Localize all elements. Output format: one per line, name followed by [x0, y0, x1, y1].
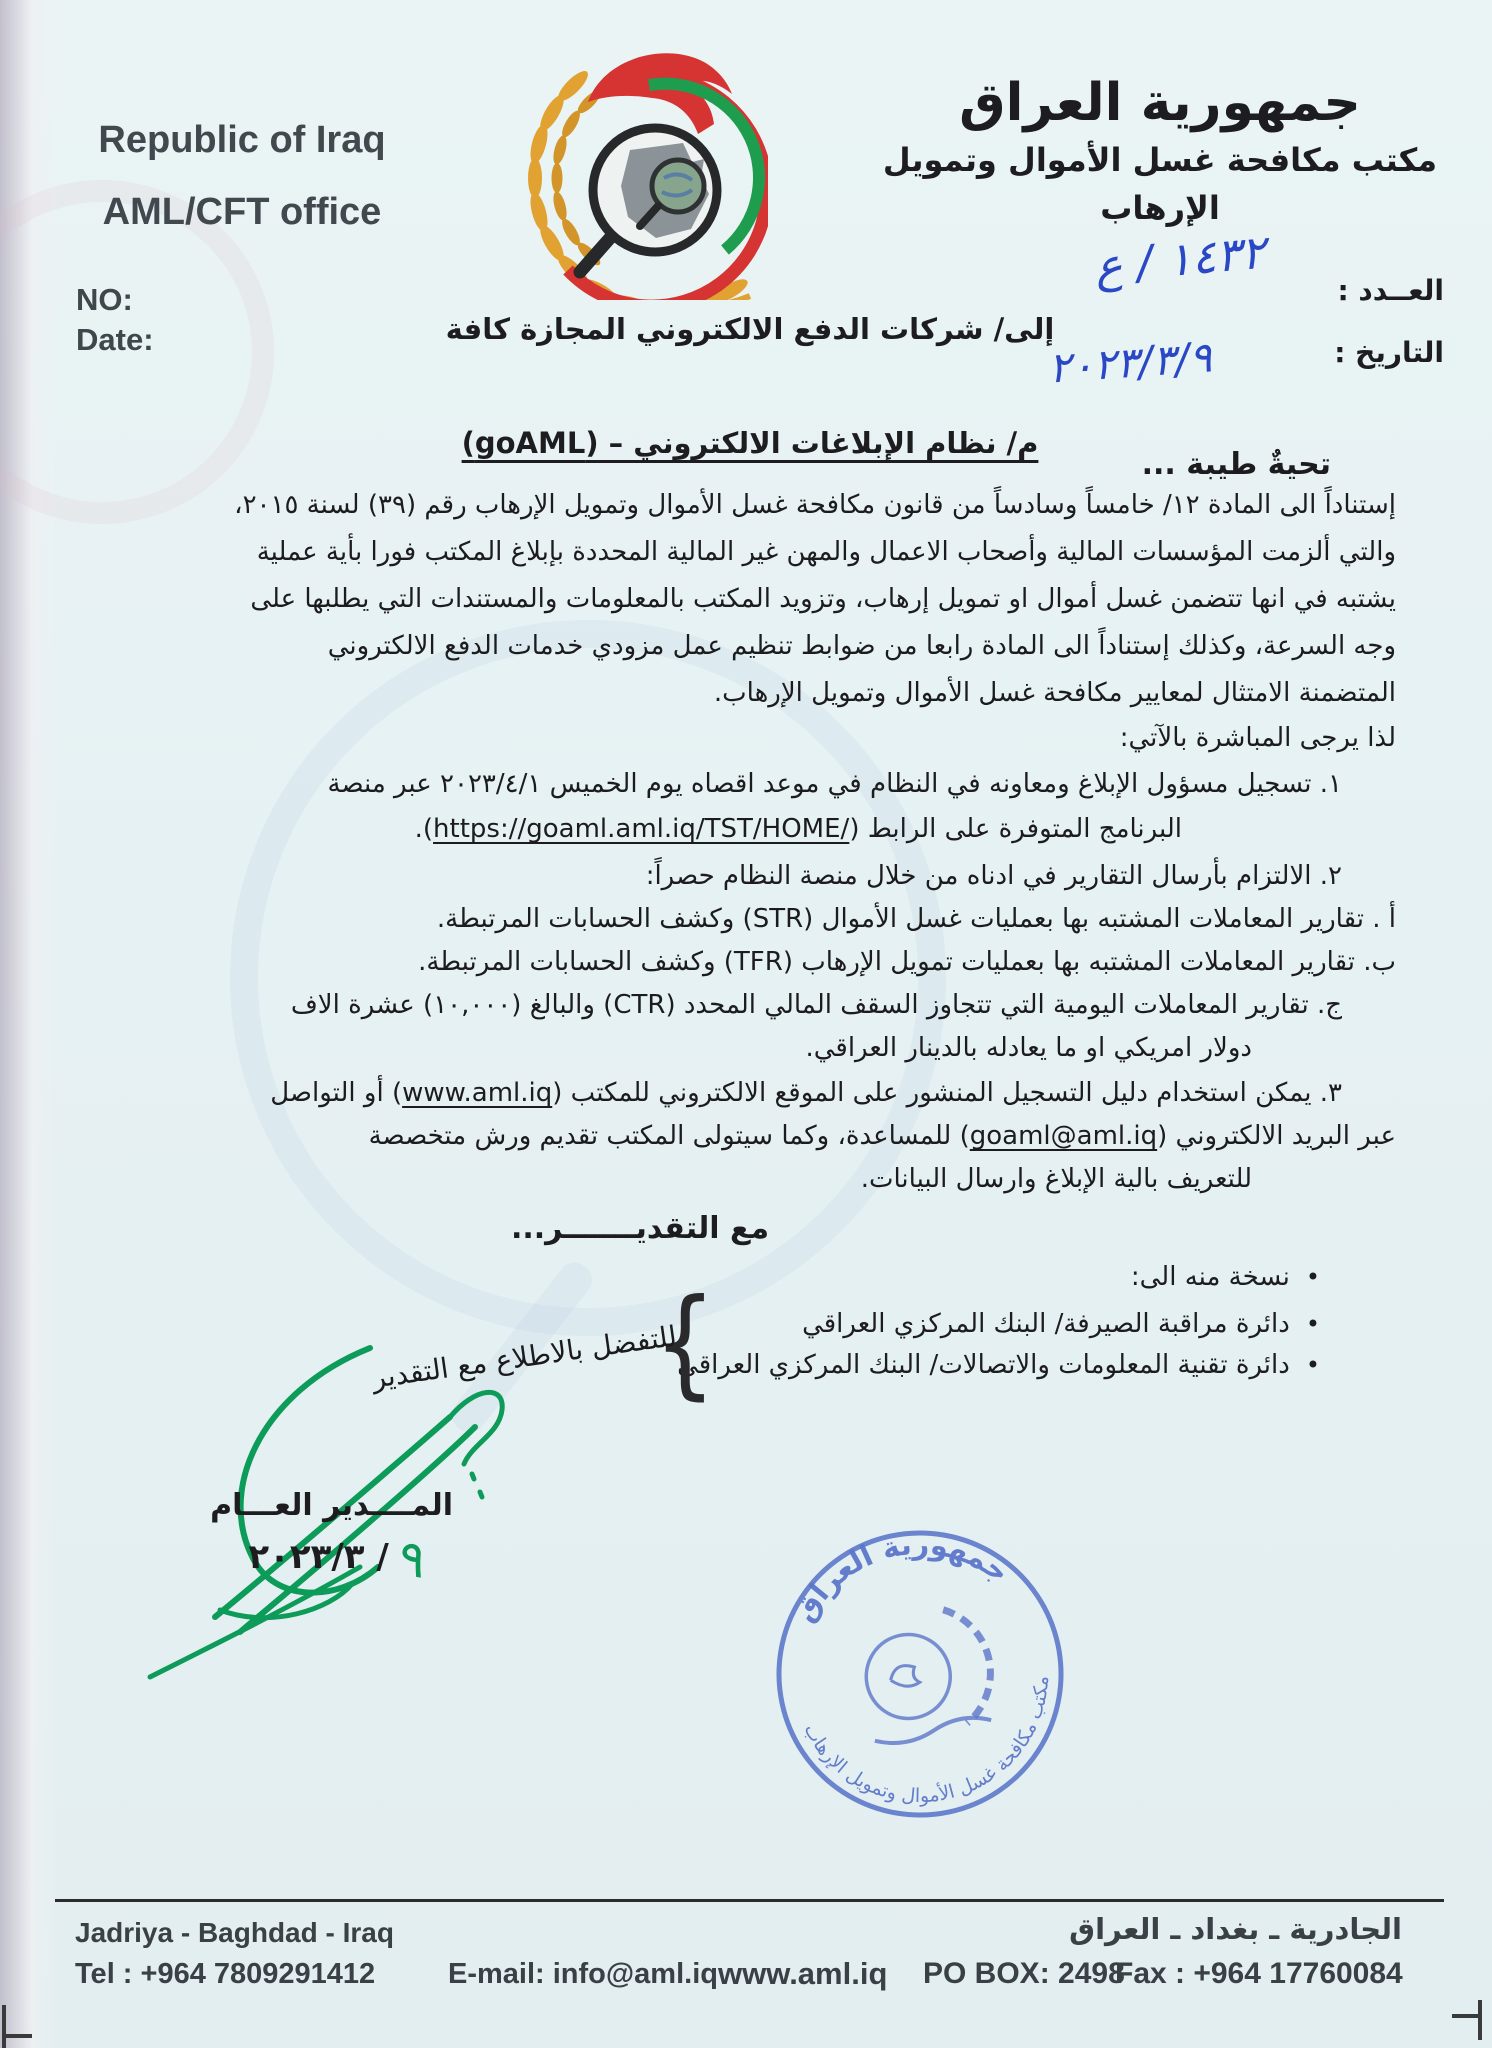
list-item-3-line2	[60, 1121, 1396, 1151]
corner-mark-bottom-right-v	[1478, 2000, 1482, 2040]
number-value-handwritten: ١٤٣٢ / ع	[1092, 224, 1268, 294]
copy-list-item	[677, 1350, 1320, 1380]
footer-address-en: Jadriya - Baghdad - Iraq	[75, 1917, 394, 1948]
date-label: Date:	[76, 322, 154, 357]
signature-title-general-director: المــــدير العـــام	[210, 1488, 453, 1523]
footer-address-ar: الجادرية ـ بغداد ـ العراق	[1069, 1912, 1402, 1946]
header-arabic	[850, 70, 1470, 232]
bullet-icon: •	[1305, 1310, 1320, 1338]
copy-title-text: نسخة منه الى:	[1130, 1262, 1290, 1292]
sub-item-c-line1: ج. تقارير المعاملات اليومية التي تتجاوز السقف المالي المحدد (CTR) والبالغ (١٠,٠٠٠) عشرة الاف	[290, 990, 1342, 1020]
footer-website: www.aml.iq	[718, 1956, 888, 1991]
footer-divider	[55, 1899, 1444, 1902]
footer-email: E-mail: info@aml.iq	[448, 1958, 718, 1990]
item3-pre-text: ٣. يمكن استخدام دليل التسجيل المنشور على الموقع الالكتروني للمكتب (	[552, 1078, 1342, 1108]
body-line: يشتبه في انها تتضمن غسل أموال او تمويل إرهاب، وتزويد المكتب بالمعلومات والمستندات التي يطلبها على	[250, 584, 1396, 614]
no-date-block	[76, 280, 154, 360]
copy-item-text: دائرة تقنية المعلومات والاتصالات/ البنك المركزي العراقي	[677, 1350, 1290, 1380]
stamp-bottom-text: مكتب مكافحة غسل الأموال وتمويل الإرهاب	[799, 1675, 1054, 1808]
body-line: وجه السرعة، وكذلك إستناداً الى المادة رابعا من ضوابط تنظيم عمل مزودي خدمات الدفع الالكتروني	[327, 631, 1396, 661]
copy-list-title	[1131, 1262, 1320, 1292]
item3-line2-post-text: ) للمساعدة، وكما سيتولى المكتب تقديم ورش متخصصة	[368, 1121, 970, 1151]
header-arabic-subtitle: مكتب مكافحة غسل الأموال وتمويل الإرهاب	[882, 141, 1438, 227]
header-english-line1: Republic of Iraq	[98, 119, 386, 161]
list-item-2: ٢. الالتزام بأرسال التقارير في ادناه من خلال منصة النظام حصراً:	[645, 861, 1342, 891]
goaml-url-link: https://goaml.aml.iq/TST/HOME/	[433, 814, 850, 844]
signature-date-printed: ٢٠٢٣/٣ /	[248, 1537, 389, 1577]
body-line: إستناداً الى المادة ١٢/ خامساً وسادساً من قانون مكافحة غسل الأموال وتمويل الإرهاب رقم (٣٩) لسنة ٢٠١٥،	[234, 490, 1396, 520]
copy-item-text: دائرة مراقبة الصيرفة/ البنك المركزي العراقي	[802, 1309, 1290, 1339]
item1-post-text: ).	[414, 814, 434, 844]
greeting: تحيةٌ طيبة ...	[1141, 447, 1331, 482]
goaml-email-link: goaml@aml.iq	[969, 1121, 1158, 1151]
body-call-line: لذا يرجى المباشرة بالآتي:	[1119, 723, 1396, 753]
list-item-3-line1	[60, 1078, 1342, 1108]
closing-regards: مع التقديـــــــر...	[510, 1211, 770, 1246]
subject-re-line: م/ نظام الإبلاغات الالكتروني – (goAML)	[461, 426, 1039, 460]
date-value-handwritten: ٢٠٢٣/٣/٩	[1046, 332, 1214, 393]
subject-to-line: إلى/ شركات الدفع الالكتروني المجازة كافة	[445, 312, 1055, 346]
bullet-icon: •	[1305, 1351, 1320, 1379]
item3-post-text: ) أو التواصل	[270, 1078, 403, 1108]
list-item-3-line3: للتعريف بالية الإبلاغ وارسال البيانات.	[860, 1164, 1252, 1194]
official-blue-stamp	[742, 1496, 1098, 1852]
bullet-icon: •	[1305, 1263, 1320, 1291]
no-label: NO:	[76, 282, 133, 317]
signature-date	[207, 1530, 467, 1588]
sub-item-c-line2: دولار امريكي او ما يعادله بالدينار العراقي.	[805, 1033, 1252, 1063]
copy-list-item	[802, 1309, 1320, 1339]
item3-line2-pre-text: عبر البريد الالكتروني (	[1157, 1121, 1396, 1151]
header-arabic-title: جمهورية العراق	[959, 73, 1361, 133]
body-line: والتي ألزمت المؤسسات المالية وأصحاب الاعمال والمهن غير المالية المحددة بإبلاغ المكتب فورا بأية عملية	[256, 537, 1396, 567]
footer-fax: Fax : +964 17760084	[1115, 1957, 1403, 1990]
number-label-ar: العــدد :	[1337, 274, 1444, 307]
corner-mark-bottom-right-h	[1452, 2014, 1482, 2018]
footer-pobox: PO BOX: 2498	[923, 1957, 1125, 1990]
body-line: المتضمنة الامتثال لمعايير مكافحة غسل الأموال وتمويل الإرهاب.	[713, 678, 1396, 708]
header-english	[62, 104, 422, 248]
aml-website-link: www.aml.iq	[402, 1078, 553, 1108]
stamp-top-text: جمهورية العراق	[786, 1526, 1016, 1628]
sub-item-b: ب. تقارير المعاملات المشتبه بها بعمليات تمويل الإرهاب (TFR) وكشف الحسابات المرتبطة.	[418, 947, 1396, 977]
footer-tel: Tel : +964 7809291412	[75, 1958, 376, 1990]
sub-item-a: أ . تقارير المعاملات المشتبه بها بعمليات غسل الأموال (STR) وكشف الحسابات المرتبطة.	[436, 904, 1396, 934]
signature-day-handwritten: ٩	[394, 1528, 431, 1590]
corner-mark-bottom-left-v	[2, 2005, 6, 2048]
header-english-line2: AML/CFT office	[102, 191, 382, 233]
aml-office-emblem-logo	[450, 28, 768, 300]
scan-edge-gradient	[0, 0, 58, 2048]
signature-green-strokes	[120, 1330, 540, 1720]
date-label-ar: التاريخ :	[1334, 336, 1444, 369]
handwritten-annotation: للتفضل بالاطلاع مع التقدير	[369, 1319, 679, 1395]
item1-pre-text: البرنامج المتوفرة على الرابط (	[849, 814, 1182, 844]
list-item-1-line2	[60, 814, 1182, 844]
corner-mark-bottom-left-h	[2, 2034, 32, 2038]
handwritten-brace: {	[653, 1273, 717, 1412]
list-item-1-line1: ١. تسجيل مسؤول الإبلاغ ومعاونه في النظام في موعد اقصاه يوم الخميس ٢٠٢٣/٤/١ عبر منصة	[327, 769, 1342, 799]
